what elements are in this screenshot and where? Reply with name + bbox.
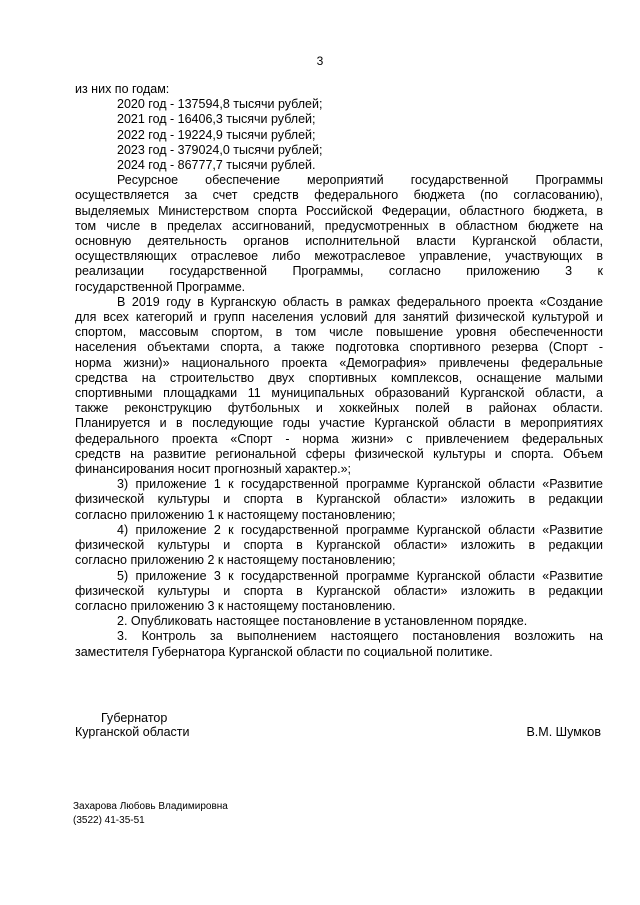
- text-line: согласно приложению 1 к настоящему постановлению;: [75, 507, 396, 522]
- text-line: 2022 год - 19224,9 тысячи рублей;: [117, 127, 316, 142]
- text-line: осуществляющих отраслевое либо межотраслевое управление, участвующих в: [75, 249, 603, 264]
- text-line: заместителя Губернатора Курганской области по социальной политике.: [75, 644, 493, 659]
- text-line: средств на развитие региональной сферы физической культуры и спорта. Объем: [75, 446, 603, 461]
- signatory-region: Курганской области: [75, 725, 190, 739]
- text-line: финансирования носит прогнозный характер.»;: [75, 462, 352, 477]
- text-line: осуществляется за счет средств федерального бюджета (по согласованию),: [75, 188, 603, 203]
- text-line: 5) приложение 3 к государственной программе Курганской области «Развитие: [117, 568, 603, 583]
- text-line: для всех категорий и групп населения условий для занятий физической культурой и: [75, 310, 603, 325]
- document-body: [75, 82, 603, 660]
- text-line: 2021 год - 16406,3 тысячи рублей;: [117, 112, 316, 127]
- text-line: 3. Контроль за выполнением настоящего постановления возложить на: [117, 629, 603, 644]
- text-line: Ресурсное обеспечение мероприятий государственной Программы: [117, 173, 603, 188]
- contact-name: Захарова Любовь Владимировна: [73, 801, 228, 812]
- text-line: физической культуры и спорта в Курганской области» изложить в редакции: [75, 538, 603, 553]
- text-line: населения объектами спорта, а также подготовка спортивного резерва (Спорт -: [75, 340, 603, 355]
- page-number: 3: [316, 54, 324, 68]
- text-line: согласно приложению 2 к настоящему постановлению;: [75, 553, 396, 568]
- text-line: Планируется и в последующие годы участие Курганской области в мероприятиях: [75, 416, 603, 431]
- text-line: 3) приложение 1 к государственной программе Курганской области «Развитие: [117, 477, 603, 492]
- text-line: спортом, массовым спортом, в том числе повышение уровня обеспеченности: [75, 325, 603, 340]
- text-line: государственной Программе.: [75, 279, 246, 294]
- text-line: федерального проекта «Спорт - норма жизни» с привлечением федеральных: [75, 431, 603, 446]
- signatory-name: В.М. Шумков: [526, 725, 601, 739]
- text-line: спортивными площадками 11 муниципальных образований Курганской области, а: [75, 386, 603, 401]
- text-line: том числе в пределах ассигнований, предусмотренных в областном бюджете на: [75, 218, 603, 233]
- text-line: 2020 год - 137594,8 тысячи рублей;: [117, 97, 323, 112]
- signatory-title: Губернатор: [101, 711, 168, 725]
- text-line: реализации государственной Программы, согласно приложению 3 к: [75, 264, 603, 279]
- text-line: 4) приложение 2 к государственной программе Курганской области «Развитие: [117, 522, 603, 537]
- text-line: основную деятельность органов исполнительной власти Курганской области,: [75, 234, 603, 249]
- contact-phone: (3522) 41-35-51: [73, 815, 145, 826]
- text-line: физической культуры и спорта в Курганской области» изложить в редакции: [75, 492, 603, 507]
- text-line: 2. Опубликовать настоящее постановление в установленном порядке.: [117, 614, 528, 629]
- text-line: также реконструкцию футбольных и хоккейных полей в районах области.: [75, 401, 603, 416]
- text-line: средства на строительство двух спортивных комплексов, оснащение малыми: [75, 370, 603, 385]
- text-line: из них по годам:: [75, 82, 170, 96]
- text-line: выделяемых Министерством спорта Российской Федерации, областного бюджета, в: [75, 203, 603, 218]
- text-line: физической культуры и спорта в Курганской области» изложить в редакции: [75, 583, 603, 598]
- text-line: норма жизни)» национального проекта «Демография» привлечены федеральные: [75, 355, 603, 370]
- text-line: согласно приложению 3 к настоящему постановлению.: [75, 598, 396, 613]
- text-line: В 2019 году в Курганскую область в рамках федерального проекта «Создание: [117, 294, 603, 309]
- text-line: 2024 год - 86777,7 тысячи рублей.: [117, 158, 316, 173]
- text-line: 2023 год - 379024,0 тысячи рублей;: [117, 142, 323, 157]
